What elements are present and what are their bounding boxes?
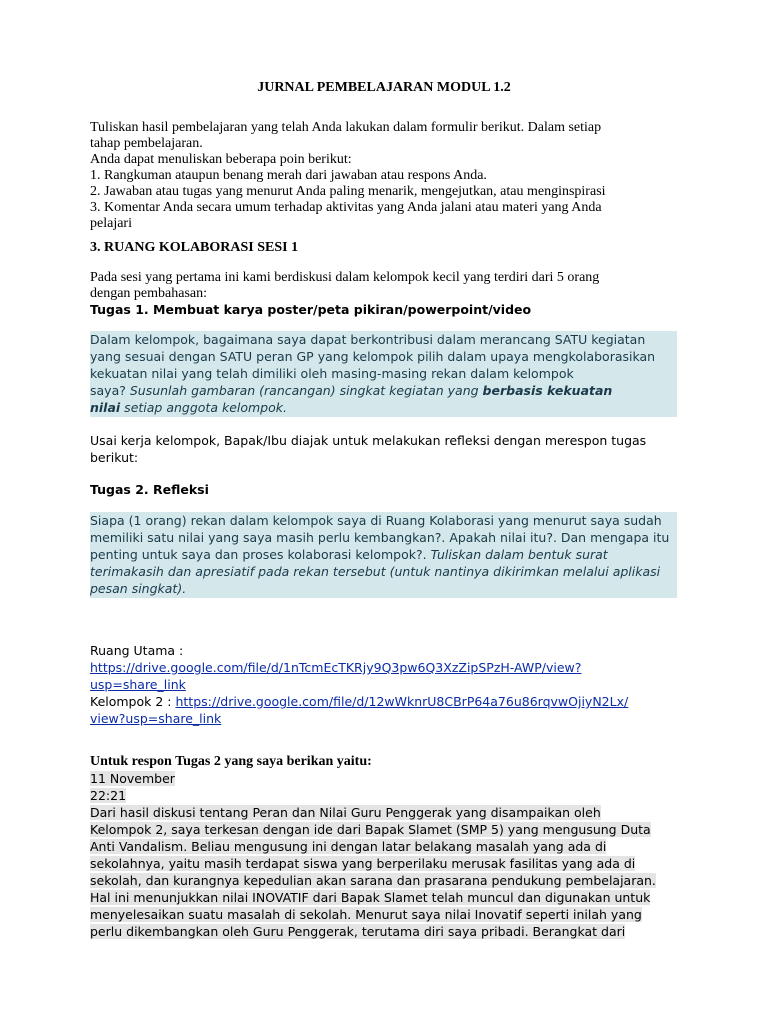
kelompok-link[interactable]: https://drive.google.com/file/d/12wWknrU8CBrP64a76u86rqvwOjiyN2Lx/ [175,694,629,709]
task2-box-line: pesan singkat). [90,581,187,596]
response-time [90,787,680,804]
intro-paragraph [90,120,680,232]
response-line-text: perlu dikembangkan oleh Guru Penggerak, terutama diri saya pribadi. Berangkat dari [90,924,626,939]
intro-point: 2. Jawaban atau tugas yang menurut Anda paling menarik, mengejutkan, atau menginspirasi [90,184,606,199]
task1-box-line: Dalam kelompok, bagaimana saya dapat berkontribusi dalam merancang SATU kegiatan [90,332,646,347]
response-line [90,804,680,821]
kelompok-link-continued[interactable]: view?usp=share_link [90,711,222,726]
task1-box-line: yang sesuai dengan SATU peran GP yang kelompok pilih dalam upaya mengkolaborasikan [90,349,656,364]
response-line [90,923,680,940]
intro-line: Tuliskan hasil pembelajaran yang telah Anda lakukan dalam formulir berikut. Dalam setiap [90,120,602,135]
links-section [90,642,680,727]
task1-box-text: saya? [90,383,130,398]
task1-box-italic: setiap anggota kelompok. [120,400,287,415]
response-line [90,821,680,838]
section-heading: 3. RUANG KOLABORASI SESI 1 [90,240,299,255]
ruang-utama-label: Ruang Utama : [90,643,184,658]
task1-title: Tugas 1. Membuat karya poster/peta pikiran/powerpoint/video [90,302,532,317]
after-task1-line: Usai kerja kelompok, Bapak/Ibu diajak untuk melakukan refleksi dengan merespon tugas [90,433,647,448]
task1-box-italic: Susunlah gambaran (rancangan) singkat kegiatan yang [129,383,483,398]
task2-title: Tugas 2. Refleksi [90,482,209,497]
section-intro-line: dengan pembahasan: [90,286,208,301]
task2-box-line: Siapa (1 orang) rekan dalam kelompok saya di Ruang Kolaborasi yang menurut saya sudah [90,513,662,528]
intro-line: Anda dapat menuliskan beberapa poin berikut: [90,152,352,167]
response-line-text: Kelompok 2, saya terkesan dengan ide dari Bapak Slamet (SMP 5) yang mengusung Duta [90,822,651,837]
response-body [90,770,680,940]
task2-box-italic: Tuliskan dalam bentuk surat [430,547,608,562]
ruang-utama-link[interactable] [90,659,680,693]
section-intro [90,270,680,302]
response-line [90,906,680,923]
task2-box-line: memiliki satu nilai yang saya masih perlu kembangkan?. Apakah nilai itu?. Dan mengapa itu [90,530,670,545]
response-date-text: 11 November [90,771,175,786]
task1-box-line [90,382,677,399]
link-line: https://drive.google.com/file/d/1nTcmEcTKRjy9Q3pw6Q3XzZipSPzH-AWP/view? [90,660,582,675]
intro-line: tahap pembelajaran. [90,136,203,151]
after-task1-line: berikut: [90,450,139,465]
response-line-text: sekolahnya, yaitu masih terdapat siswa yang berperilaku merusak fasilitas yang ada di [90,856,636,871]
response-line-text: Dari hasil diskusi tentang Peran dan Nilai Guru Penggerak yang disampaikan oleh [90,805,601,820]
task1-box-line [90,399,677,416]
response-line-text: sekolah, dan kurangnya kepedulian akan sarana dan prasarana pendukung pembelajaran. [90,873,656,888]
task1-box-line: kekuatan nilai yang telah dimiliki oleh masing-masing rekan dalam kelompok [90,366,574,381]
intro-point: 3. Komentar Anda secara umum terhadap aktivitas yang Anda jalani atau materi yang Anda [90,200,602,215]
link-line: usp=share_link [90,677,186,692]
kelompok-label: Kelompok 2 : [90,694,176,709]
response-line [90,838,680,855]
intro-point: pelajari [90,216,132,231]
task2-box-line [90,546,677,563]
response-heading: Untuk respon Tugas 2 yang saya berikan yaitu: [90,754,372,769]
response-line-text: Hal ini menunjukkan nilai INOVATIF dari Bapak Slamet telah muncul dan digunakan untuk [90,890,651,905]
task1-box-bold: nilai [90,400,121,415]
response-line [90,889,680,906]
kelompok-row [90,693,680,710]
task2-box [90,512,677,598]
response-line-text: menyelesaikan suatu masalah di sekolah. Menurut saya nilai Inovatif seperti inilah yang [90,907,642,922]
response-date [90,770,680,787]
task1-box-bold: berbasis kekuatan [482,383,613,398]
page-title: JURNAL PEMBELAJARAN MODUL 1.2 [257,80,511,95]
task2-box-line: terimakasih dan apresiatif pada rekan tersebut (untuk nantinya dikirimkan melalui aplikasi [90,564,661,579]
response-time-text: 22:21 [90,788,127,803]
after-task1-paragraph [90,432,680,466]
response-line [90,872,680,889]
intro-point: 1. Rangkuman ataupun benang merah dari jawaban atau respons Anda. [90,168,487,183]
task1-box [90,331,677,417]
response-line-text: Anti Vandalism. Beliau mengusung ini dengan latar belakang masalah yang ada di [90,839,607,854]
task2-box-text: penting untuk saya dan proses kolaborasi kelompok?. [90,547,431,562]
section-intro-line: Pada sesi yang pertama ini kami berdiskusi dalam kelompok kecil yang terdiri dari 5 orang [90,270,600,285]
response-line [90,855,680,872]
